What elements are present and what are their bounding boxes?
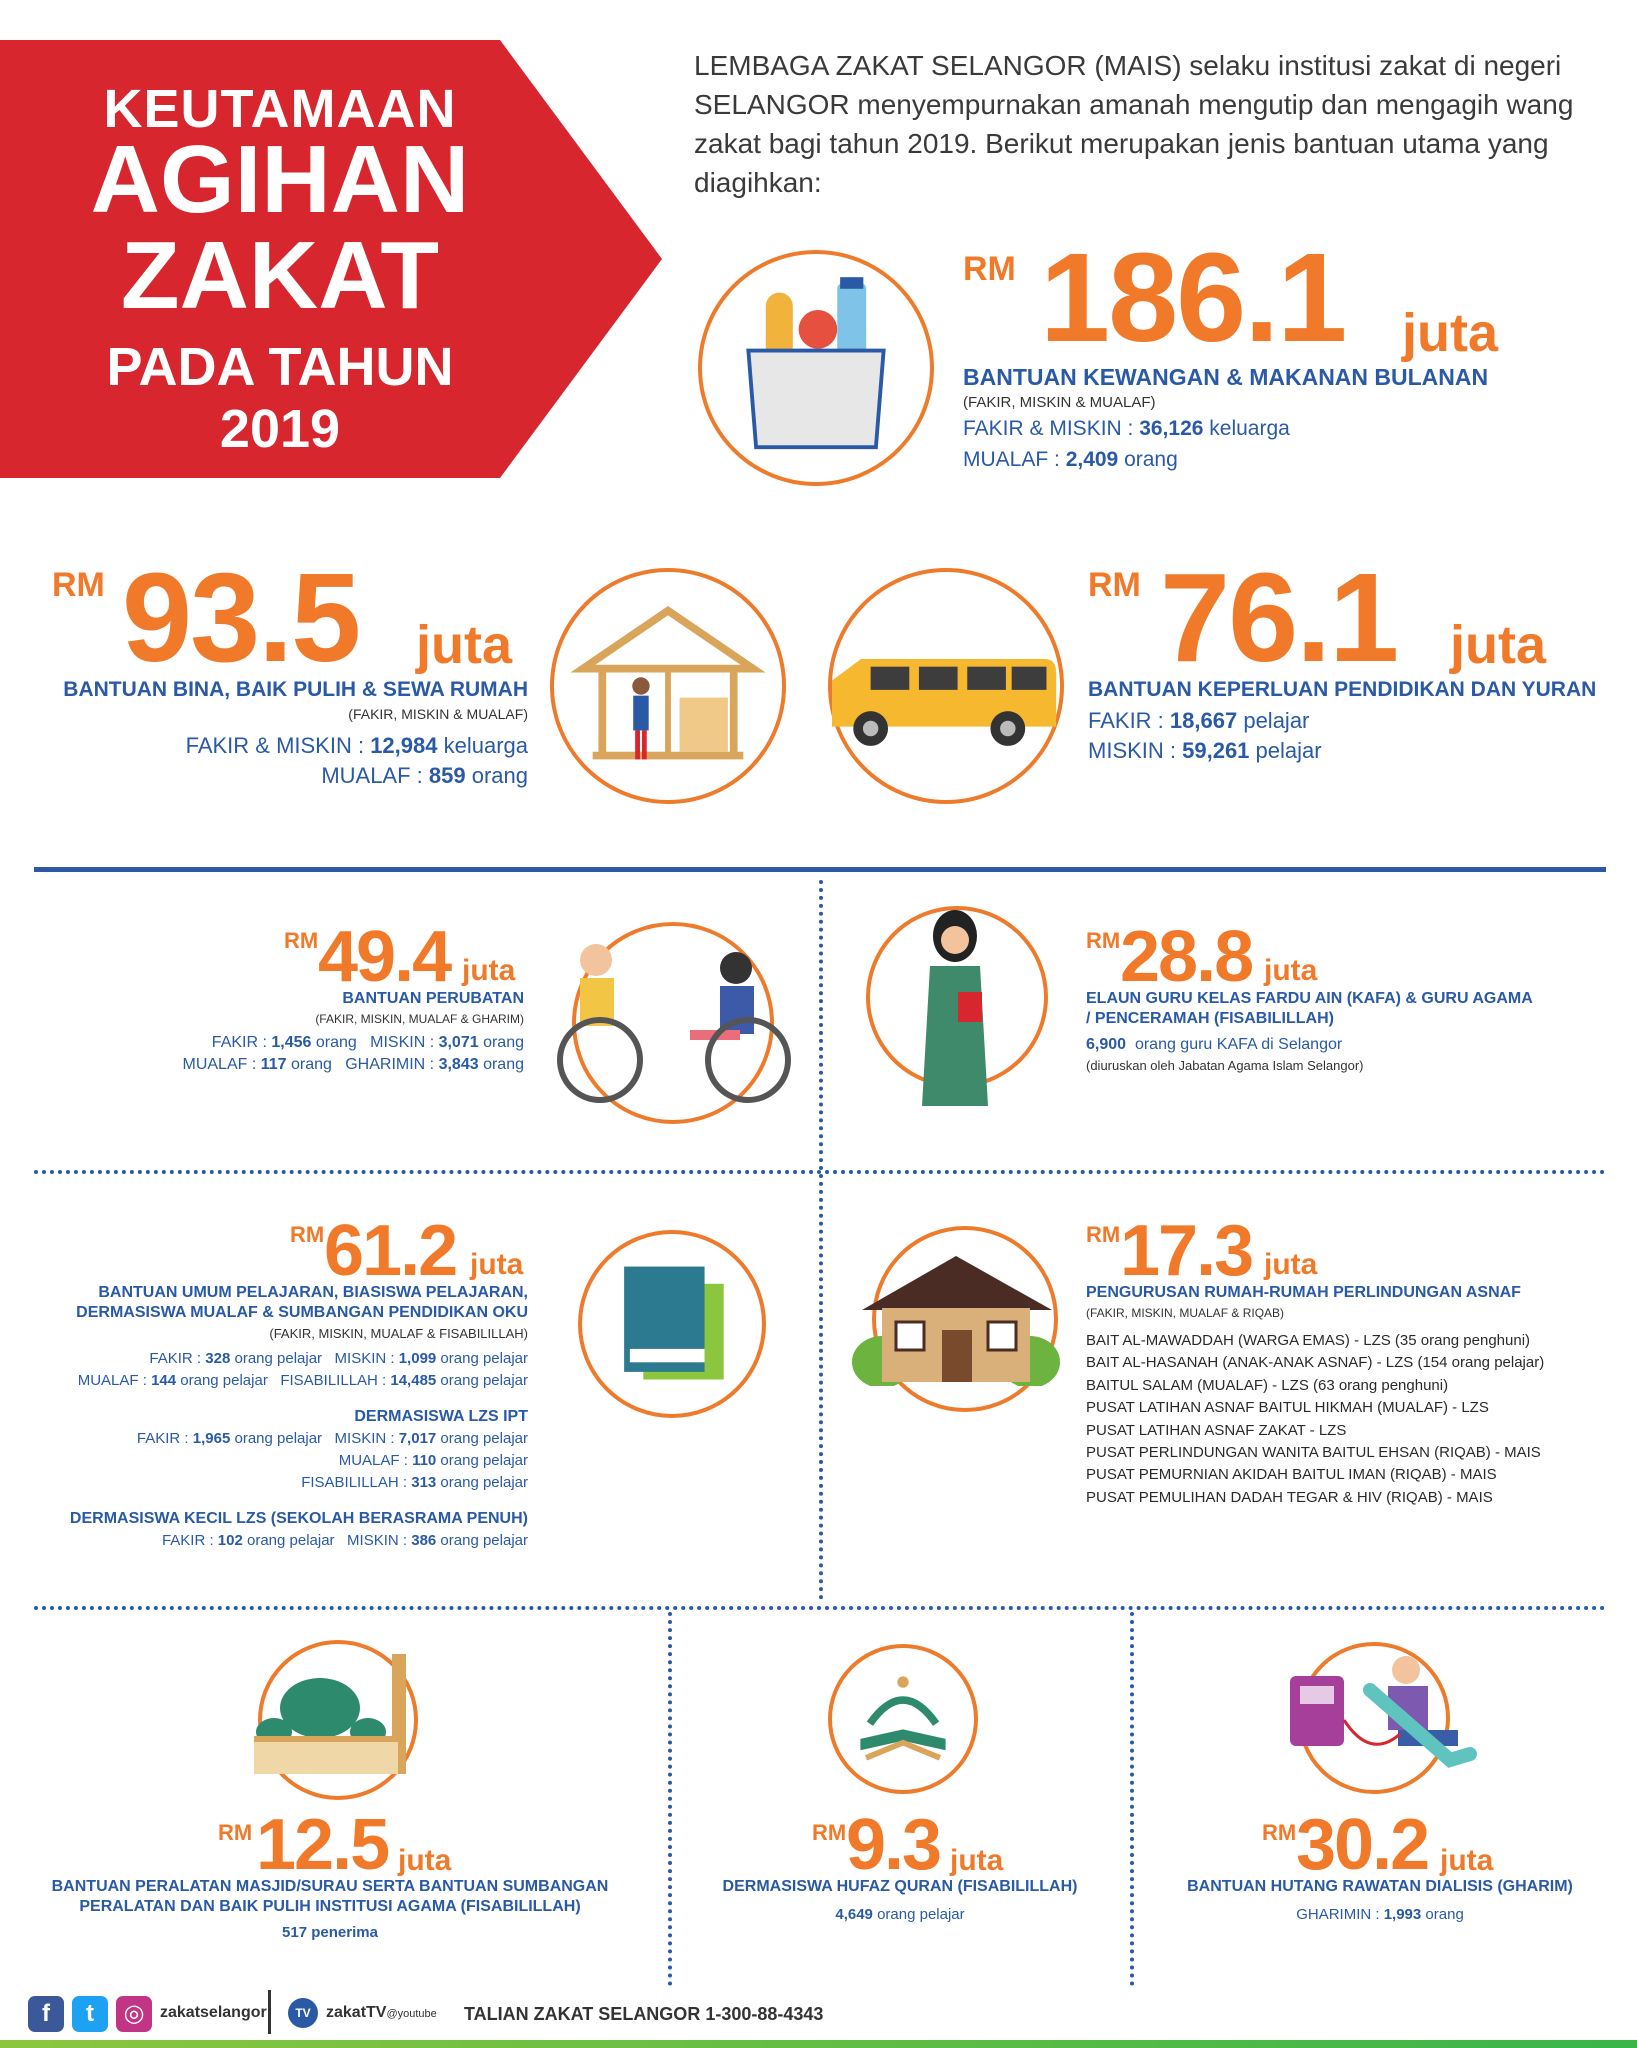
footer-accent-bar (0, 2040, 1637, 2048)
b8-juta: juta (398, 1844, 452, 1877)
b5-amount: 28.8 (1120, 917, 1253, 997)
banner-line-3: ZAKAT (120, 222, 440, 329)
wheelchair-users-icon (540, 930, 800, 1106)
dotted-divider-h2 (34, 1606, 1606, 1610)
b6-stat-3: FAKIR : 1,965 orang pelajar MISKIN : 7,017 orang pelajar (136, 1430, 528, 1447)
b3-stat-1: FAKIR : 18,667 pelajar (1088, 708, 1310, 733)
b2-juta: juta (416, 615, 513, 675)
b4-sub: (FAKIR, MISKIN, MUALAF & GHARIM) (315, 1012, 524, 1026)
b5-title-2: / PENCERAMAH (FISABILILLAH) (1086, 1010, 1334, 1027)
b4-stat-1: FAKIR : 1,456 orang MISKIN : 3,071 orang (211, 1034, 524, 1051)
b7-title: PENGURUSAN RUMAH-RUMAH PERLINDUNGAN ASNAF (1086, 1284, 1521, 1301)
banner-line-2: AGIHAN (90, 126, 470, 233)
b9-juta: juta (950, 1844, 1004, 1877)
b10-title: BANTUAN HUTANG RAWATAN DIALISIS (GHARIM) (1187, 1878, 1573, 1895)
b2-rm: RM (52, 566, 105, 604)
b4-rm: RM (284, 928, 319, 953)
b7-juta: juta (1264, 1248, 1318, 1281)
b5-rm: RM (1086, 928, 1121, 953)
b5-title-1: ELAUN GURU KELAS FARDU AIN (KAFA) & GURU AGAMA (1086, 990, 1533, 1007)
house-frame-icon (554, 572, 782, 800)
banner-line-4: PADA TAHUN (106, 337, 454, 397)
b9-rm: RM (812, 1820, 847, 1845)
b8-title-1: BANTUAN PERALATAN MASJID/SURAU SERTA BANTUAN SUMBANGAN (51, 1878, 609, 1895)
b3-amount: 76.1 (1160, 547, 1398, 688)
b10-amount: 30.2 (1296, 1805, 1429, 1885)
b1-amount: 186.1 (1040, 227, 1346, 368)
b1-title: BANTUAN KEWANGAN & MAKANAN BULANAN (963, 364, 1489, 390)
b1-juta: juta (1402, 303, 1499, 363)
quran-icon (832, 1648, 974, 1790)
b7-amount: 17.3 (1120, 1211, 1253, 1291)
b6-heading-2: DERMASISWA LZS IPT (354, 1408, 528, 1425)
b8-amount: 12.5 (256, 1805, 389, 1885)
b9-stat: 4,649 orang pelajar (835, 1906, 965, 1923)
dotted-divider-v2 (668, 1612, 672, 1986)
b5-juta: juta (1264, 954, 1318, 987)
b2-stat-1: FAKIR & MISKIN : 12,984 keluarga (185, 733, 528, 758)
list-item: PUSAT LATIHAN ASNAF ZAKAT - LZS (1086, 1421, 1347, 1439)
list-item: PUSAT LATIHAN ASNAF BAITUL HIKMAH (MUALAF) - LZS (1086, 1399, 1489, 1417)
b4-amount: 49.4 (318, 917, 451, 997)
list-item: PUSAT PERLINDUNGAN WANITA BAITUL EHSAN (RIQAB) - MAIS (1086, 1444, 1541, 1462)
zakattv-label[interactable]: zakatTV@youtube (326, 2004, 437, 2021)
b8-title-2: PERALATAN DAN BAIK PULIH INSTITUSI AGAMA (FISABILILLAH) (79, 1898, 581, 1915)
school-van-circle (828, 568, 1064, 804)
b6-heading-3: DERMASISWA KECIL LZS (SEKOLAH BERASRAMA PENUH) (69, 1510, 528, 1527)
b10-rm: RM (1262, 1820, 1297, 1845)
facebook-icon[interactable]: f (28, 1996, 64, 2032)
b6-stat-1: FAKIR : 328 orang pelajar MISKIN : 1,099 orang pelajar (149, 1350, 528, 1367)
dotted-divider-v1 (819, 880, 823, 1600)
b2-sub: (FAKIR, MISKIN & MUALAF) (348, 706, 528, 722)
shelter-house-icon (852, 1250, 1060, 1386)
b9-amount: 9.3 (846, 1805, 941, 1885)
b9-title: DERMASISWA HUFAZ QURAN (FISABILILLAH) (722, 1878, 1078, 1895)
b4-stat-2: MUALAF : 117 orang GHARIMIN : 3,843 orang (182, 1056, 524, 1073)
list-item: PUSAT PEMULIHAN DADAH TEGAR & HIV (RIQAB) - MAIS (1086, 1488, 1493, 1506)
b5-stat-1: 6,900 orang guru KAFA di Selangor (1086, 1036, 1343, 1053)
b7-rm: RM (1086, 1222, 1121, 1247)
twitter-icon[interactable]: t (72, 1996, 108, 2032)
b8-recipients: 517 penerima (282, 1924, 378, 1941)
b2-title: BANTUAN BINA, BAIK PULIH & SEWA RUMAH (63, 678, 528, 701)
b6-rm: RM (290, 1222, 325, 1247)
house-construction-circle (550, 568, 786, 804)
b3-stat-2: MISKIN : 59,261 pelajar (1088, 738, 1322, 763)
list-item: BAITUL SALAM (MUALAF) - LZS (63 orang penghuni) (1086, 1376, 1449, 1394)
dotted-divider-v3 (1130, 1612, 1134, 1986)
books-circle (578, 1230, 766, 1418)
b4-juta: juta (462, 954, 516, 987)
intro-paragraph: LEMBAGA ZAKAT SELANGOR (MAIS) selaku institusi zakat di negeri SELANGOR menyempurnakan amanah mengutip dan mengagih wang zakat bagi tahun 2019. Berikut merupakan jenis bantuan utama yang diagihkan: (694, 50, 1574, 198)
b5-note: (diuruskan oleh Jabatan Agama Islam Selangor) (1086, 1058, 1364, 1073)
teacher-icon (900, 906, 1010, 1114)
b6-title-2: DERMASISWA MUALAF & SUMBANGAN PENDIDIKAN OKU (76, 1304, 528, 1321)
b4-title: BANTUAN PERUBATAN (342, 990, 524, 1007)
b3-title: BANTUAN KEPERLUAN PENDIDIKAN DAN YURAN (1088, 678, 1597, 701)
b6-stat-4: MUALAF : 110 orang pelajar (338, 1452, 528, 1469)
school-van-icon (832, 572, 1060, 800)
b8-rm: RM (218, 1820, 253, 1845)
b6-title-1: BANTUAN UMUM PELAJARAN, BIASISWA PELAJARAN, (98, 1284, 528, 1301)
banner-year: 2019 (219, 399, 341, 459)
b1-sub: (FAKIR, MISKIN & MUALAF) (963, 394, 1156, 411)
b6-stat-6: FAKIR : 102 orang pelajar MISKIN : 386 orang pelajar (161, 1532, 528, 1549)
mosque-icon (250, 1640, 420, 1776)
b1-stat-1: FAKIR & MISKIN : 36,126 keluarga (963, 417, 1290, 440)
b1-rm: RM (963, 250, 1016, 288)
banner-line-1: KEUTAMAAN (103, 79, 457, 139)
b7-list (1086, 1330, 1544, 1509)
hotline: TALIAN ZAKAT SELANGOR 1-300-88-4343 (464, 2004, 824, 2024)
zakattv-logo: TV (288, 1998, 318, 2028)
quran-circle (828, 1644, 978, 1794)
dotted-divider-h1 (34, 1170, 1606, 1174)
section-divider (34, 867, 1606, 872)
b2-stat-2: MUALAF : 859 orang (321, 763, 528, 788)
grocery-bag-circle (698, 250, 934, 486)
b2-amount: 93.5 (122, 547, 360, 688)
b3-rm: RM (1088, 566, 1141, 604)
list-item: PUSAT PEMURNIAN AKIDAH BAITUL IMAN (RIQAB) - MAIS (1086, 1466, 1497, 1484)
list-item: BAIT AL-MAWADDAH (WARGA EMAS) - LZS (35 orang penghuni) (1086, 1332, 1531, 1349)
b1-stat-2: MUALAF : 2,409 orang (963, 448, 1178, 471)
b6-stat-2: MUALAF : 144 orang pelajar FISABILILLAH : 14,485 orang pelajar (77, 1372, 528, 1389)
dialysis-icon (1270, 1650, 1480, 1780)
instagram-icon[interactable]: ◎ (116, 1996, 152, 2032)
b6-juta: juta (470, 1248, 524, 1281)
b7-sub: (FAKIR, MISKIN, MUALAF & RIQAB) (1086, 1306, 1285, 1320)
footer-divider (268, 1990, 271, 2034)
b6-stat-5: FISABILILLAH : 313 orang pelajar (301, 1474, 528, 1491)
list-item: BAIT AL-HASANAH (ANAK-ANAK ASNAF) - LZS (154 orang pelajar) (1086, 1354, 1545, 1372)
b10-stat: GHARIMIN : 1,993 orang (1296, 1906, 1464, 1923)
grocery-bag-icon (702, 254, 930, 482)
b10-juta: juta (1440, 1844, 1494, 1877)
books-icon (582, 1234, 762, 1414)
social-handle[interactable]: zakatselangor (160, 2004, 267, 2021)
b3-juta: juta (1450, 615, 1547, 675)
b6-amount: 61.2 (324, 1211, 457, 1291)
b6-sub: (FAKIR, MISKIN, MUALAF & FISABILILLAH) (269, 1326, 528, 1341)
